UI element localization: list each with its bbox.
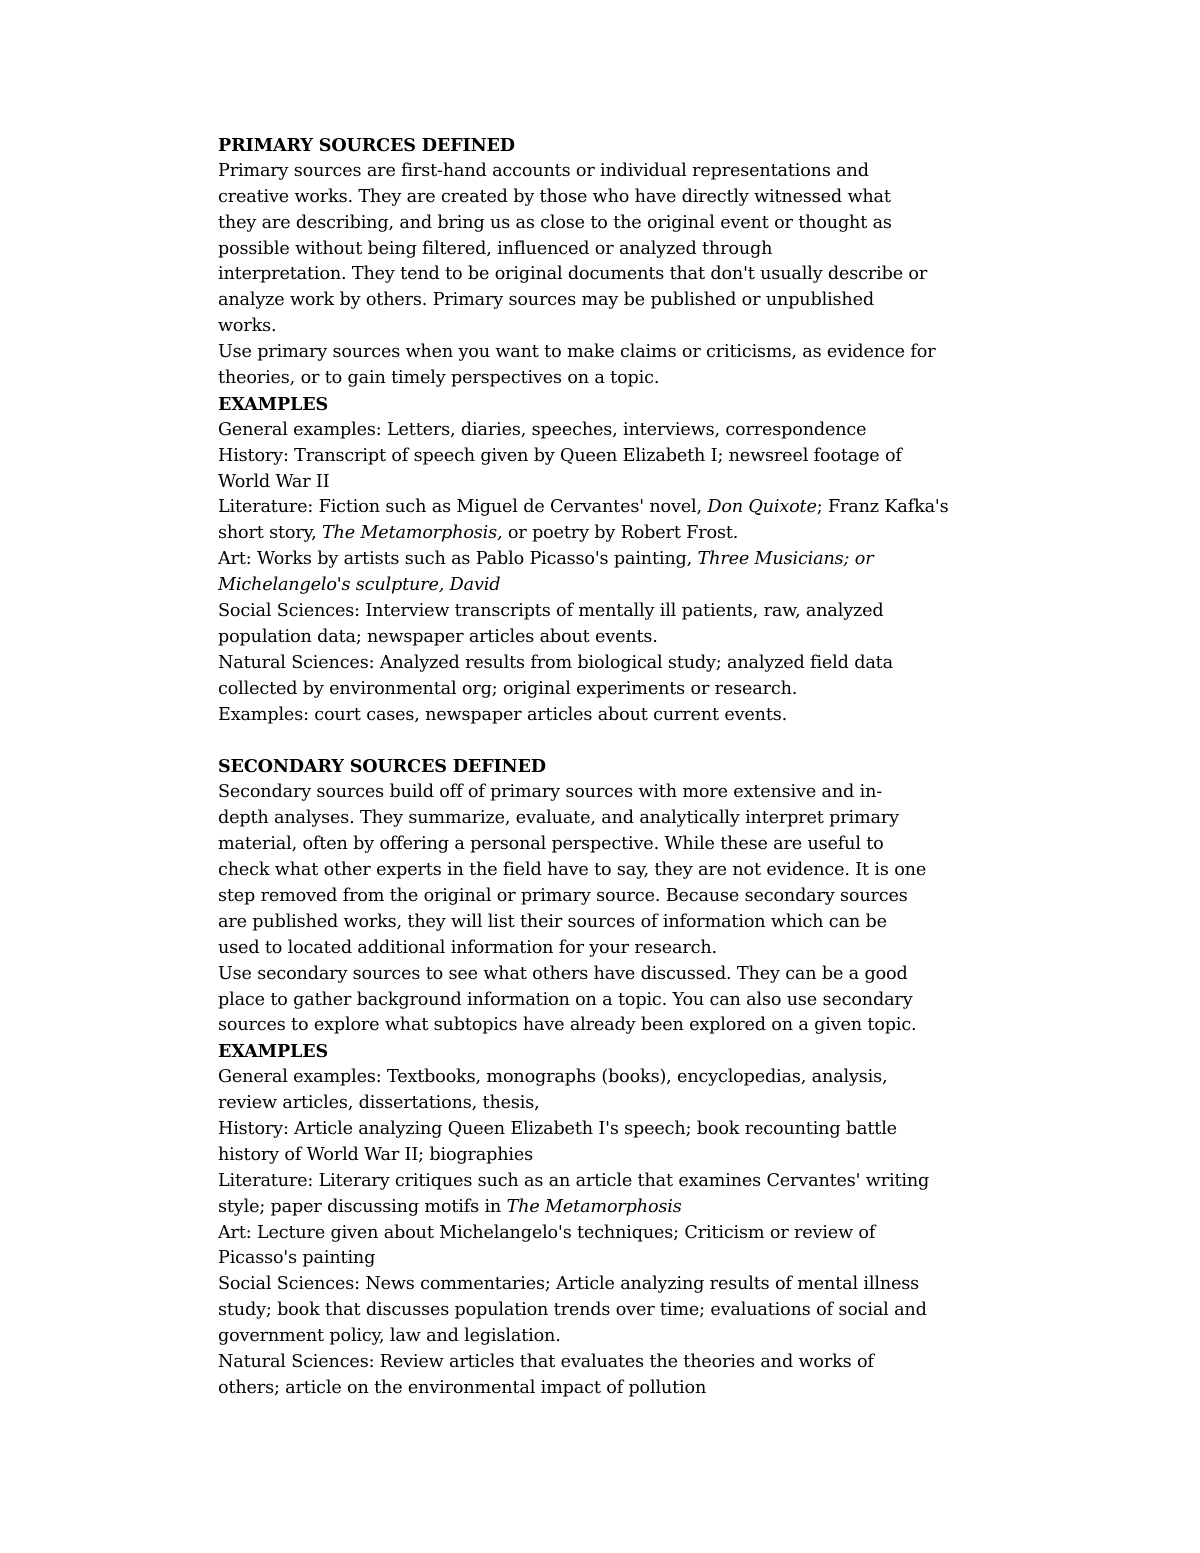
primary-history-line: World War II	[218, 471, 330, 492]
paragraph-line: creative works. They are created by those who have directly witnessed what	[218, 186, 891, 207]
paragraph-line: sources to explore what subtopics have already been explored on a given topic.	[218, 1015, 917, 1036]
secondary-natural-line: Natural Sciences: Review articles that evaluates the theories and works of	[218, 1351, 874, 1372]
work-title: Don Quixote	[707, 497, 817, 518]
paragraph-line: check what other experts in the field have to say, they are not evidence. It is one	[218, 860, 927, 881]
paragraph-line: Secondary sources build off of primary sources with more extensive and in-	[218, 782, 883, 803]
primary-use	[218, 340, 998, 392]
secondary-definition	[218, 780, 998, 961]
paragraph-line: are published works, they will list their sources of information which can be	[218, 911, 887, 932]
primary-literature-line	[218, 495, 998, 521]
secondary-natural-line: others; article on the environmental impact of pollution	[218, 1377, 707, 1398]
text-run: or poetry by Robert Frost.	[502, 523, 739, 544]
primary-social-line: Social Sciences: Interview transcripts of mentally ill patients, raw, analyzed	[218, 601, 884, 622]
primary-art-line	[218, 573, 998, 599]
text-run: style; paper discussing motifs in	[218, 1196, 507, 1217]
secondary-history-line: History: Article analyzing Queen Elizabeth I's speech; book recounting battle	[218, 1118, 897, 1139]
text-run: Art: Works by artists such as Pablo Picasso's painting,	[218, 549, 698, 570]
secondary-social-line: study; book that discusses population trends over time; evaluations of social and	[218, 1300, 927, 1321]
primary-natural-line: collected by environmental org; original experiments or research.	[218, 678, 798, 699]
primary-art-line	[218, 547, 998, 573]
secondary-history-line: history of World War II; biographies	[218, 1144, 534, 1165]
paragraph-line: Use secondary sources to see what others have discussed. They can be a good	[218, 963, 908, 984]
paragraph-line: possible without being filtered, influenced or analyzed through	[218, 238, 773, 259]
work-title: Three Musicians; or	[697, 549, 874, 570]
document-page	[218, 133, 998, 1402]
text-run: ; Franz Kafka's	[816, 497, 949, 518]
primary-general-examples: General examples: Letters, diaries, speeches, interviews, correspondence	[218, 419, 867, 440]
paragraph-line: they are describing, and bring us as close to the original event or thought as	[218, 212, 892, 233]
primary-examples-heading: EXAMPLES	[218, 393, 329, 415]
paragraph-line: Primary sources are first-hand accounts or individual representations and	[218, 160, 869, 181]
paragraph-line: works.	[218, 316, 277, 337]
primary-social-line: population data; newspaper articles about events.	[218, 626, 658, 647]
primary-natural-line: Natural Sciences: Analyzed results from biological study; analyzed field data	[218, 652, 893, 673]
section-spacer	[218, 728, 998, 754]
primary-examples-line: Examples: court cases, newspaper articles about current events.	[218, 704, 788, 725]
work-title: The Metamorphosis	[506, 1196, 682, 1217]
secondary-examples-heading: EXAMPLES	[218, 1041, 329, 1063]
paragraph-line: analyze work by others. Primary sources may be published or unpublished	[218, 290, 874, 311]
primary-literature-line	[218, 521, 998, 547]
secondary-literature-line	[218, 1195, 998, 1221]
secondary-use	[218, 962, 998, 1040]
secondary-art-line: Art: Lecture given about Michelangelo's techniques; Criticism or review of	[218, 1222, 876, 1243]
paragraph-line: used to located additional information for your research.	[218, 937, 717, 958]
secondary-social-line: government policy, law and legislation.	[218, 1326, 561, 1347]
paragraph-line: depth analyses. They summarize, evaluate, and analytically interpret primary	[218, 808, 899, 829]
paragraph-line: step removed from the original or primary source. Because secondary sources	[218, 885, 908, 906]
paragraph-line: place to gather background information on a topic. You can also use secondary	[218, 989, 913, 1010]
paragraph-line: theories, or to gain timely perspectives on a topic.	[218, 368, 660, 389]
secondary-heading: SECONDARY SOURCES DEFINED	[218, 756, 546, 778]
paragraph-line: material, often by offering a personal perspective. While these are useful to	[218, 834, 884, 855]
work-title: Michelangelo's sculpture, David	[218, 575, 501, 596]
paragraph-line: Use primary sources when you want to make claims or criticisms, as evidence for	[218, 342, 936, 363]
secondary-general-line: General examples: Textbooks, monographs (books), encyclopedias, analysis,	[218, 1067, 888, 1088]
secondary-art-line: Picasso's painting	[218, 1248, 376, 1269]
secondary-literature-line: Literature: Literary critiques such as an article that examines Cervantes' writing	[218, 1170, 930, 1191]
secondary-social-line: Social Sciences: News commentaries; Article analyzing results of mental illness	[218, 1274, 920, 1295]
primary-definition	[218, 159, 998, 340]
primary-heading: PRIMARY SOURCES DEFINED	[218, 135, 515, 156]
text-run: Literature: Fiction such as Miguel de Cervantes' novel,	[218, 497, 708, 518]
paragraph-line: interpretation. They tend to be original documents that don't usually describe or	[218, 264, 928, 285]
work-title: The Metamorphosis,	[321, 523, 503, 544]
secondary-general-line: review articles, dissertations, thesis,	[218, 1093, 540, 1114]
primary-history-line: History: Transcript of speech given by Queen Elizabeth I; newsreel footage of	[218, 445, 902, 466]
text-run: short story,	[218, 523, 322, 544]
